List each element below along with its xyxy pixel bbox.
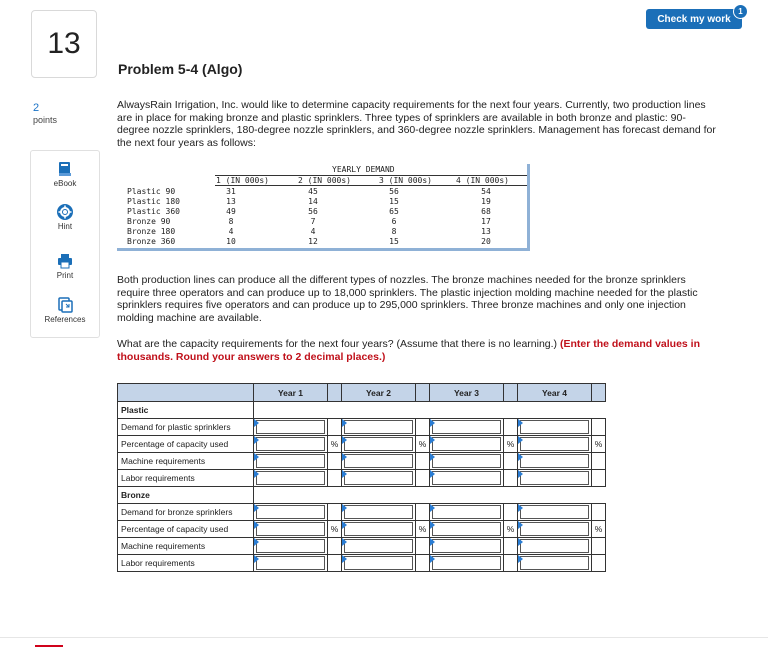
answer-cell	[430, 521, 504, 538]
row-label: Labor requirements	[118, 470, 254, 487]
demand-cell: 65	[389, 207, 399, 216]
answer-input[interactable]	[256, 454, 325, 468]
percent-cell: %	[328, 521, 342, 538]
demand-cell: 14	[308, 197, 318, 206]
demand-row-label: Bronze 90	[127, 217, 171, 226]
answer-input[interactable]	[520, 556, 589, 570]
row-label: Machine requirements	[118, 453, 254, 470]
percent-cell: %	[416, 436, 430, 453]
answer-input[interactable]	[432, 556, 501, 570]
percent-cell: %	[504, 436, 518, 453]
print-button[interactable]	[31, 253, 99, 280]
year-header: Year 3	[430, 384, 504, 402]
lifebuoy-icon	[57, 204, 73, 220]
answer-input[interactable]	[256, 522, 325, 536]
flag-icon	[518, 504, 523, 512]
answer-row	[118, 521, 606, 538]
question-prompt	[117, 338, 727, 364]
demand-row-label: Bronze 360	[127, 237, 176, 246]
answer-cell	[342, 504, 416, 521]
percent-cell	[416, 470, 430, 487]
answer-cell	[342, 470, 416, 487]
flag-icon	[254, 521, 259, 529]
flag-icon	[342, 419, 347, 427]
percent-cell	[416, 419, 430, 436]
flag-icon	[254, 419, 259, 427]
points-label: points	[33, 115, 58, 125]
percent-cell	[592, 419, 606, 436]
demand-cell: 6	[391, 217, 397, 226]
book-icon	[57, 161, 73, 177]
answer-input[interactable]	[256, 471, 325, 485]
flag-icon	[518, 453, 523, 461]
demand-cell: 7	[310, 217, 316, 226]
flag-icon	[518, 436, 523, 444]
demand-cell: 20	[481, 237, 491, 246]
flag-icon	[342, 470, 347, 478]
answer-input[interactable]	[520, 437, 589, 451]
year-header: Year 4	[518, 384, 592, 402]
printer-icon	[57, 253, 73, 269]
answer-cell	[254, 555, 328, 572]
demand-cell: 8	[391, 227, 397, 236]
percent-cell	[328, 555, 342, 572]
answer-cell	[342, 521, 416, 538]
answer-cell	[518, 470, 592, 487]
flag-icon	[342, 504, 347, 512]
percent-cell	[328, 538, 342, 555]
answer-cell	[254, 538, 328, 555]
demand-cell: 10	[226, 237, 236, 246]
demand-cell: 4	[310, 227, 316, 236]
demand-cell: 56	[308, 207, 318, 216]
flag-icon	[518, 521, 523, 529]
demand-cell: 15	[389, 197, 399, 206]
flag-icon	[430, 419, 435, 427]
answer-cell	[342, 538, 416, 555]
percent-cell	[592, 504, 606, 521]
answer-cell	[430, 470, 504, 487]
flag-icon	[430, 555, 435, 563]
percent-cell	[416, 538, 430, 555]
answer-input[interactable]	[432, 454, 501, 468]
answer-row	[118, 504, 606, 521]
demand-row-label: Bronze 180	[127, 227, 176, 236]
percent-cell	[504, 453, 518, 470]
answer-cell	[430, 555, 504, 572]
flag-icon	[254, 555, 259, 563]
row-label: Demand for bronze sprinklers	[118, 504, 254, 521]
demand-cell: 49	[226, 207, 236, 216]
answer-row	[118, 453, 606, 470]
answer-cell	[342, 555, 416, 572]
flag-icon	[342, 436, 347, 444]
percent-cell	[592, 538, 606, 555]
flag-icon	[430, 538, 435, 546]
problem-intro: AlwaysRain Irrigation, Inc. would like to determine capacity requirements for the next four years. Currently, two production lines are in place for making bronze and plastic sprinklers. Three types of sprinklers are available in both bronze and plastic: 90-degree nozzle sprinklers, 180-degree nozzle sprinklers, and 360-degree nozzle sprinklers. Management has forecast demand for the next four years as follows:	[117, 99, 716, 149]
demand-col-1: 1 (IN 000s)	[216, 176, 269, 185]
section-fill	[254, 487, 606, 504]
answer-input[interactable]	[520, 420, 589, 434]
demand-cell: 31	[226, 187, 236, 196]
answer-cell	[254, 521, 328, 538]
answer-input[interactable]	[520, 505, 589, 519]
header-spacer	[416, 384, 430, 402]
demand-row-label: Plastic 90	[127, 187, 176, 196]
answer-cell	[518, 521, 592, 538]
answer-header-row	[118, 384, 606, 402]
demand-table	[117, 164, 530, 252]
flag-icon	[518, 555, 523, 563]
answer-cell	[518, 504, 592, 521]
percent-cell	[504, 555, 518, 572]
references-button[interactable]	[31, 297, 99, 324]
flag-icon	[518, 419, 523, 427]
flag-icon	[430, 436, 435, 444]
flag-icon	[518, 470, 523, 478]
answer-row	[118, 470, 606, 487]
flag-icon	[430, 470, 435, 478]
percent-cell	[592, 555, 606, 572]
answer-input[interactable]	[256, 556, 325, 570]
percent-cell	[592, 470, 606, 487]
answer-cell	[254, 453, 328, 470]
demand-col-4: 4 (IN 000s)	[456, 176, 509, 185]
demand-title: YEARLY DEMAND	[332, 165, 395, 174]
footer-divider	[0, 637, 768, 638]
flag-icon	[518, 538, 523, 546]
percent-cell	[504, 470, 518, 487]
row-label: Demand for plastic sprinklers	[118, 419, 254, 436]
flag-icon	[254, 436, 259, 444]
answer-input[interactable]	[520, 471, 589, 485]
section-fill	[254, 402, 606, 419]
answer-input[interactable]	[520, 539, 589, 553]
answer-cell	[254, 470, 328, 487]
flag-icon	[430, 504, 435, 512]
answer-cell	[518, 419, 592, 436]
answer-cell	[254, 504, 328, 521]
header-spacer	[504, 384, 518, 402]
references-label: References	[44, 315, 86, 324]
answer-input[interactable]	[520, 522, 589, 536]
answer-cell	[342, 419, 416, 436]
demand-row-label: Plastic 180	[127, 197, 180, 206]
percent-cell	[504, 419, 518, 436]
answer-input[interactable]	[432, 505, 501, 519]
answer-cell	[518, 555, 592, 572]
row-label: Labor requirements	[118, 555, 254, 572]
answer-input[interactable]	[344, 505, 413, 519]
percent-cell: %	[592, 436, 606, 453]
percent-cell	[328, 470, 342, 487]
percent-cell	[416, 453, 430, 470]
flag-icon	[342, 453, 347, 461]
question-text: What are the capacity requirements for the next four years? (Assume that there is no learning.)	[117, 338, 560, 350]
demand-cell: 54	[481, 187, 491, 196]
check-my-work-button[interactable]: Check my work	[646, 9, 742, 29]
hint-button[interactable]	[31, 204, 99, 231]
answer-row	[118, 419, 606, 436]
answer-cell	[518, 538, 592, 555]
production-info: Both production lines can produce all the different types of nozzles. The bronze machines needed for the bronze sprinklers require three operators and can produce up to 18,000 sprinklers. The plastic injection molding machine needed for the plastic sprinklers requires five operators and can produce up to 295,000 sprinklers. Three bronze machines and only one injection molding machine are available.	[117, 274, 698, 324]
answer-input[interactable]	[256, 437, 325, 451]
demand-cell: 45	[308, 187, 318, 196]
answer-input[interactable]	[344, 454, 413, 468]
demand-cell: 68	[481, 207, 491, 216]
answer-input[interactable]	[432, 437, 501, 451]
answer-cell	[430, 504, 504, 521]
answer-cell	[254, 419, 328, 436]
flag-icon	[254, 504, 259, 512]
row-label: Percentage of capacity used	[118, 521, 254, 538]
flag-icon	[342, 538, 347, 546]
demand-cell: 13	[481, 227, 491, 236]
section-label: Bronze	[118, 487, 254, 504]
answer-input[interactable]	[256, 539, 325, 553]
percent-cell: %	[592, 521, 606, 538]
answer-input[interactable]	[432, 471, 501, 485]
check-count-badge: 1	[733, 4, 748, 19]
flag-icon	[342, 555, 347, 563]
demand-cell: 13	[226, 197, 236, 206]
percent-cell: %	[416, 521, 430, 538]
answer-table	[117, 383, 606, 572]
answer-cell	[518, 453, 592, 470]
points-info	[33, 102, 57, 126]
year-header: Year 1	[254, 384, 328, 402]
ebook-label: eBook	[53, 179, 77, 188]
answer-cell	[430, 453, 504, 470]
ebook-button[interactable]	[31, 161, 99, 188]
answer-row	[118, 436, 606, 453]
answer-cell	[342, 453, 416, 470]
demand-cell: 12	[308, 237, 318, 246]
answer-cell	[342, 436, 416, 453]
tool-rail	[30, 150, 100, 338]
year-header: Year 2	[342, 384, 416, 402]
flag-icon	[254, 538, 259, 546]
problem-title: Problem 5-4 (Algo)	[118, 61, 243, 77]
percent-cell	[504, 538, 518, 555]
answer-input[interactable]	[520, 454, 589, 468]
demand-cell: 56	[389, 187, 399, 196]
demand-cell: 8	[228, 217, 234, 226]
print-label: Print	[56, 271, 74, 280]
demand-cell: 4	[228, 227, 234, 236]
answer-input[interactable]	[256, 505, 325, 519]
points-value: 2	[33, 102, 40, 114]
section-label: Plastic	[118, 402, 254, 419]
answer-input[interactable]	[344, 420, 413, 434]
question-number: 13	[31, 10, 97, 78]
demand-col-3: 3 (IN 000s)	[379, 176, 432, 185]
section-row	[118, 487, 606, 504]
answer-row	[118, 555, 606, 572]
row-label: Machine requirements	[118, 538, 254, 555]
percent-cell	[328, 419, 342, 436]
answer-row	[118, 538, 606, 555]
demand-cell: 17	[481, 217, 491, 226]
answer-input[interactable]	[432, 522, 501, 536]
flag-icon	[254, 453, 259, 461]
header-spacer	[592, 384, 606, 402]
answer-input[interactable]	[432, 420, 501, 434]
demand-cell: 15	[389, 237, 399, 246]
answer-input[interactable]	[344, 539, 413, 553]
demand-row-label: Plastic 360	[127, 207, 180, 216]
flag-icon	[342, 521, 347, 529]
answer-instruction: (Enter the demand values in thousands. Round your answers to 2 decimal places.)	[117, 338, 701, 363]
answer-cell	[430, 436, 504, 453]
percent-cell: %	[328, 436, 342, 453]
header-spacer	[328, 384, 342, 402]
hint-label: Hint	[57, 222, 73, 231]
percent-cell	[592, 453, 606, 470]
answer-cell	[518, 436, 592, 453]
answer-cell	[254, 436, 328, 453]
percent-cell	[504, 504, 518, 521]
header-blank	[118, 384, 254, 402]
answer-cell	[430, 419, 504, 436]
answer-input[interactable]	[344, 471, 413, 485]
percent-cell	[328, 504, 342, 521]
answer-cell	[430, 538, 504, 555]
section-row	[118, 402, 606, 419]
answer-input[interactable]	[432, 539, 501, 553]
percent-cell	[416, 504, 430, 521]
row-label: Percentage of capacity used	[118, 436, 254, 453]
percent-cell: %	[504, 521, 518, 538]
answer-input[interactable]	[344, 437, 413, 451]
answer-input[interactable]	[344, 556, 413, 570]
demand-col-2: 2 (IN 000s)	[298, 176, 351, 185]
percent-cell	[416, 555, 430, 572]
flag-icon	[430, 521, 435, 529]
references-icon	[57, 297, 73, 313]
percent-cell	[328, 453, 342, 470]
demand-cell: 19	[481, 197, 491, 206]
answer-input[interactable]	[256, 420, 325, 434]
flag-icon	[254, 470, 259, 478]
flag-icon	[430, 453, 435, 461]
answer-input[interactable]	[344, 522, 413, 536]
